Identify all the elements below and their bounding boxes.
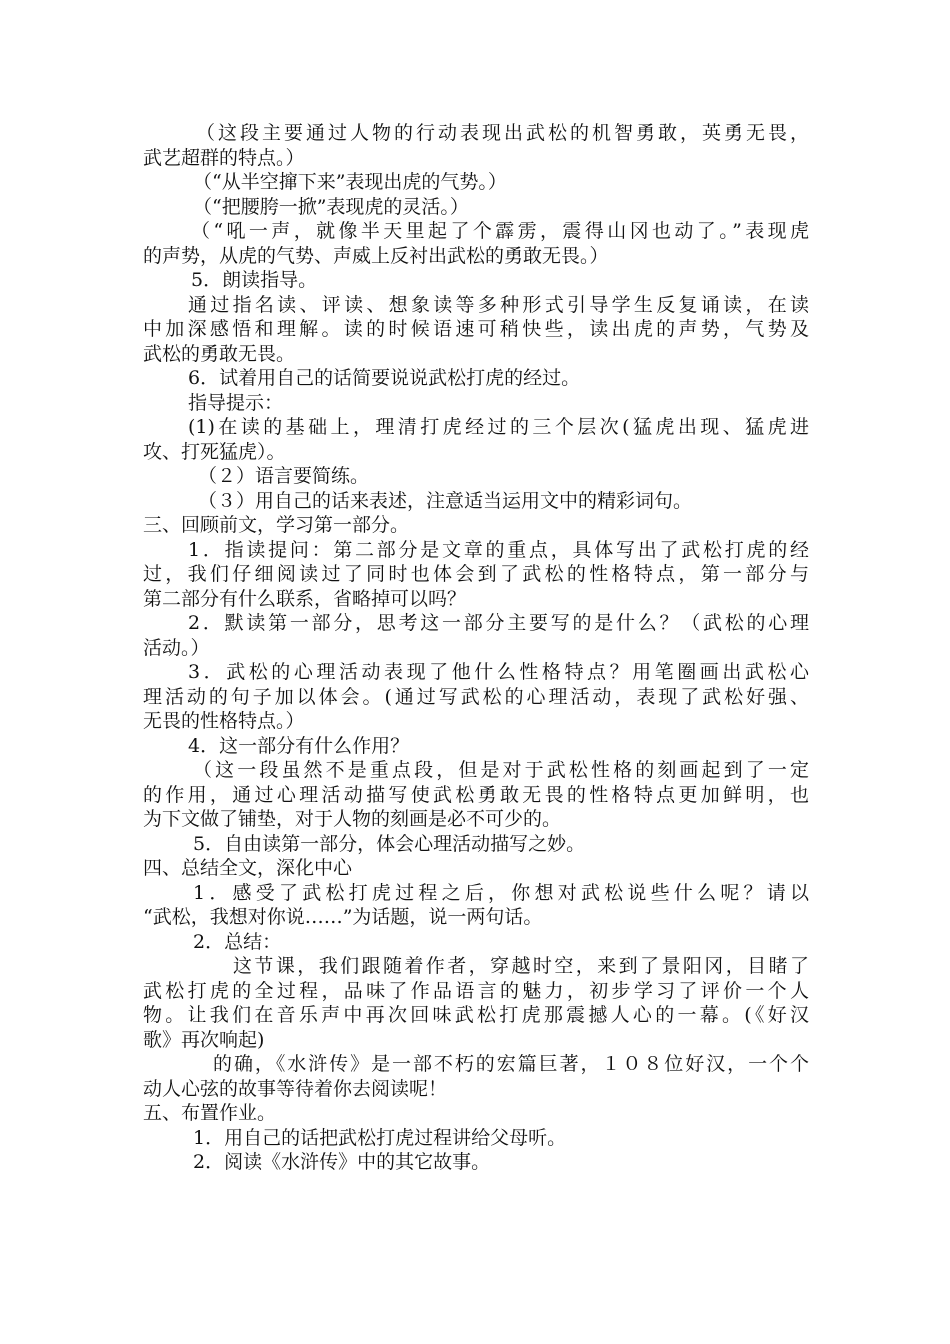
document-body [143, 121, 809, 1175]
text-line: 中加深感悟和理解。读的时候语速可稍快些，读出虎的声势，气势及 [143, 318, 809, 340]
text-line: “武松，我想对你说……”为话题，说一两句话。 [143, 906, 543, 928]
text-line: 三、回顾前文，学习第一部分。 [143, 514, 410, 536]
text-line: （“从半空撺下来”表现出虎的气势。） [193, 171, 507, 193]
text-line: 3．武松的心理活动表现了他什么性格特点？用笔圈画出武松心 [188, 661, 809, 683]
text-line: 歌》再次响起) [143, 1028, 265, 1051]
text-line: 武艺超群的特点。） [143, 146, 305, 169]
text-line: 指导提示： [188, 391, 284, 414]
text-line: （“把腰胯一掀”表现虎的灵活。） [193, 195, 469, 218]
text-line: （这一段虽然不是重点段，但是对于武松性格的刻画起到了一定 [193, 759, 809, 781]
text-line: 无畏的性格特点。） [143, 710, 305, 732]
text-line: 这节课，我们跟随着作者，穿越时空，来到了景阳冈，目睹了 [233, 955, 809, 977]
text-line: 武松的勇敢无畏。 [143, 342, 296, 365]
text-line: 的确，《水浒传》是一部不朽的宏篇巨著，１０８位好汉，一个个 [213, 1053, 809, 1075]
text-line: 为下文做了铺垫，对于人物的刻画是必不可少的。 [143, 808, 562, 830]
text-line: 动人心弦的故事等待着你去阅读呢！ [143, 1077, 448, 1100]
text-line: 武松打虎的全过程，品味了作品语言的魅力，初步学习了评价一个人 [143, 979, 809, 1002]
text-line: 攻、打死猛虎）。 [143, 440, 286, 463]
text-line: 2．阅读《水浒传》中的其它故事。 [193, 1151, 491, 1173]
text-line: 过，我们仔细阅读过了同时也体会到了武松的性格特点，第一部分与 [143, 563, 809, 585]
text-line: 通过指名读、评读、想象读等多种形式引导学生反复诵读，在读 [188, 293, 809, 316]
text-line: （３）用自己的话来表述，注意适当运用文中的精彩词句。 [198, 489, 693, 512]
text-line: 1．指读提问：第二部分是文章的重点，具体写出了武松打虎的经 [188, 538, 809, 561]
text-line: (1)在读的基础上，理清打虎经过的三个层次(猛虎出现、猛虎进 [188, 416, 809, 438]
text-line: 2．总结： [193, 930, 282, 953]
text-line: 2．默读第一部分，思考这一部分主要写的是什么？（武松的心理 [188, 612, 809, 634]
text-line: 的作用，通过心理活动描写使武松勇敢无畏的性格特点更加鲜明，也 [143, 783, 809, 806]
text-line: 五、布置作业。 [143, 1102, 277, 1124]
text-line: 5．朗读指导。 [191, 269, 318, 291]
text-line: 4．这一部分有什么作用？ [188, 734, 410, 757]
text-line: （“吼一声，就像半天里起了个霹雳，震得山冈也动了。”表现虎 [191, 220, 809, 242]
text-line: （２）语言要简练。 [198, 465, 370, 487]
text-line: 6．试着用自己的话简要说说武松打虎的经过。 [188, 367, 581, 389]
text-line: 的声势，从虎的气势、声威上反衬出武松的勇敢无畏。） [143, 244, 609, 267]
text-line: 理活动的句子加以体会。(通过写武松的心理活动，表现了武松好强、 [143, 685, 809, 708]
text-line: 1．感受了武松打虎过程之后，你想对武松说些什么呢？请以 [193, 881, 809, 904]
text-line: 第二部分有什么联系，省略掉可以吗？ [143, 587, 467, 610]
text-line: 活动。） [143, 636, 210, 659]
text-line: （这段主要通过人物的行动表现出武松的机智勇敢，英勇无畏， [196, 122, 809, 144]
text-line: 物。让我们在音乐声中再次回味武松打虎那震撼人心的一幕。(《好汉 [143, 1004, 809, 1026]
text-line: 5．自由读第一部分，体会心理活动描写之妙。 [193, 832, 586, 855]
text-line: 1．用自己的话把武松打虎过程讲给父母听。 [193, 1126, 567, 1149]
text-line: 四、总结全文，深化中心 [143, 857, 353, 879]
